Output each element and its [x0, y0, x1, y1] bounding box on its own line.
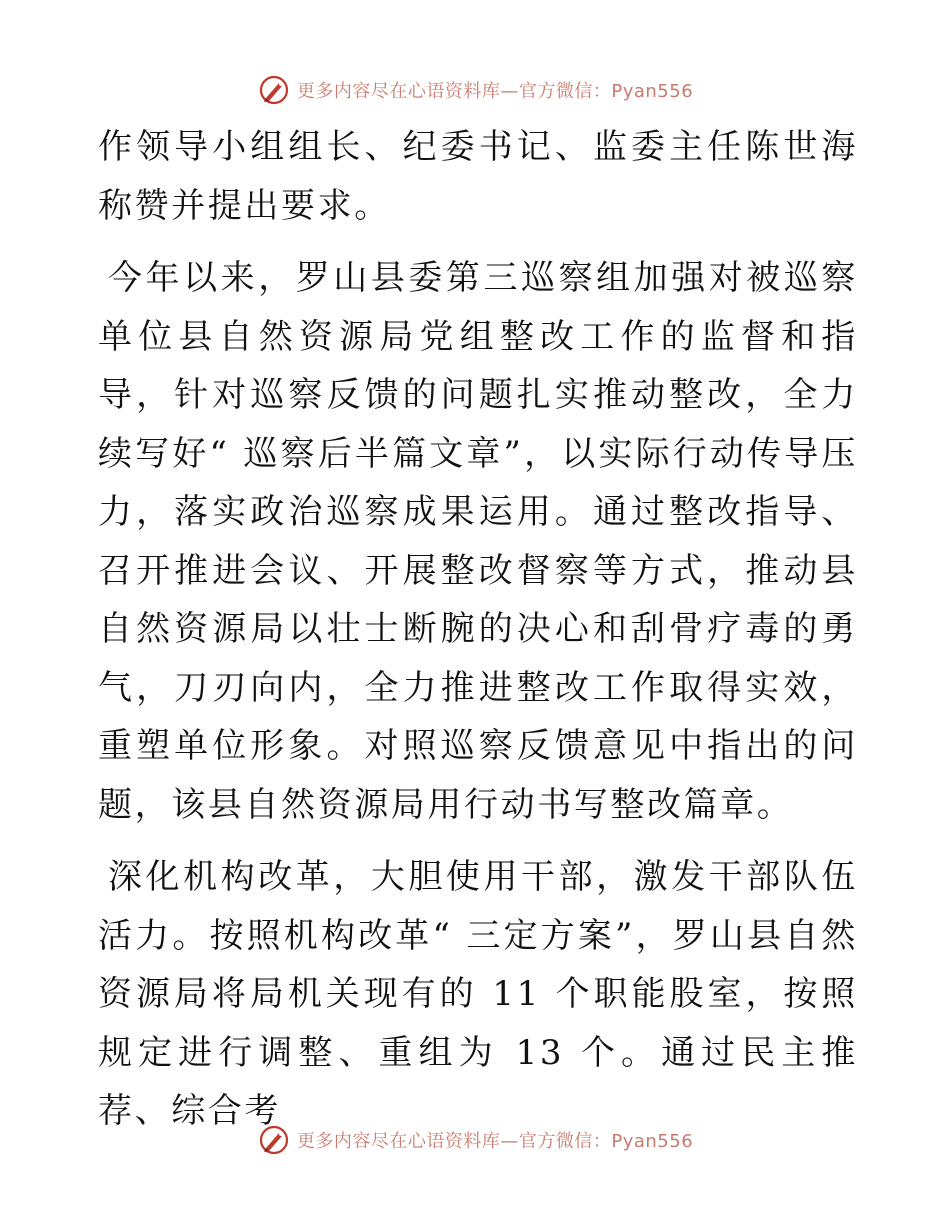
paragraph-2: 今年以来，罗山县委第三巡察组加强对被巡察单位县自然资源局党组整改工作的监督和指导，针对巡察反馈的问题扎实推动整改，全力续写好“ 巡察后半篇文章”，以实际行动传导压力，落实政治巡察成果运用。通过整改指导、召开推进会议、开展整改督察等方式，推动县自然资源局以壮士断腕的决心和刮骨疗毒的勇气，刀刃向内，全力推进整改工作取得实效，重塑单位形象。对照巡察反馈意见中指出的问题，该县自然资源局用行动书写整改篇章。 [98, 258, 858, 825]
pen-logo-icon [257, 1123, 291, 1157]
pen-logo-icon [257, 73, 291, 107]
watermark-text: 更多内容尽在心语资料库—官方微信：Pyan556 [296, 81, 694, 102]
paragraph-1: 作领导小组组长、纪委书记、监委主任陈世海称赞并提出要求。 [98, 127, 858, 226]
paragraph-3: 深化机构改革，大胆使用干部，激发干部队伍活力。按照机构改革“ 三定方案”，罗山县自然资源局将局机关现有的 11 个职能股室，按照规定进行调整、重组为 13 个。通过民主推荐、综合考 [98, 857, 858, 1131]
document-body [98, 118, 858, 1141]
watermark-text: 更多内容尽在心语资料库—官方微信：Pyan556 [296, 1131, 694, 1152]
header-watermark [0, 70, 950, 110]
footer-watermark [0, 1120, 950, 1160]
